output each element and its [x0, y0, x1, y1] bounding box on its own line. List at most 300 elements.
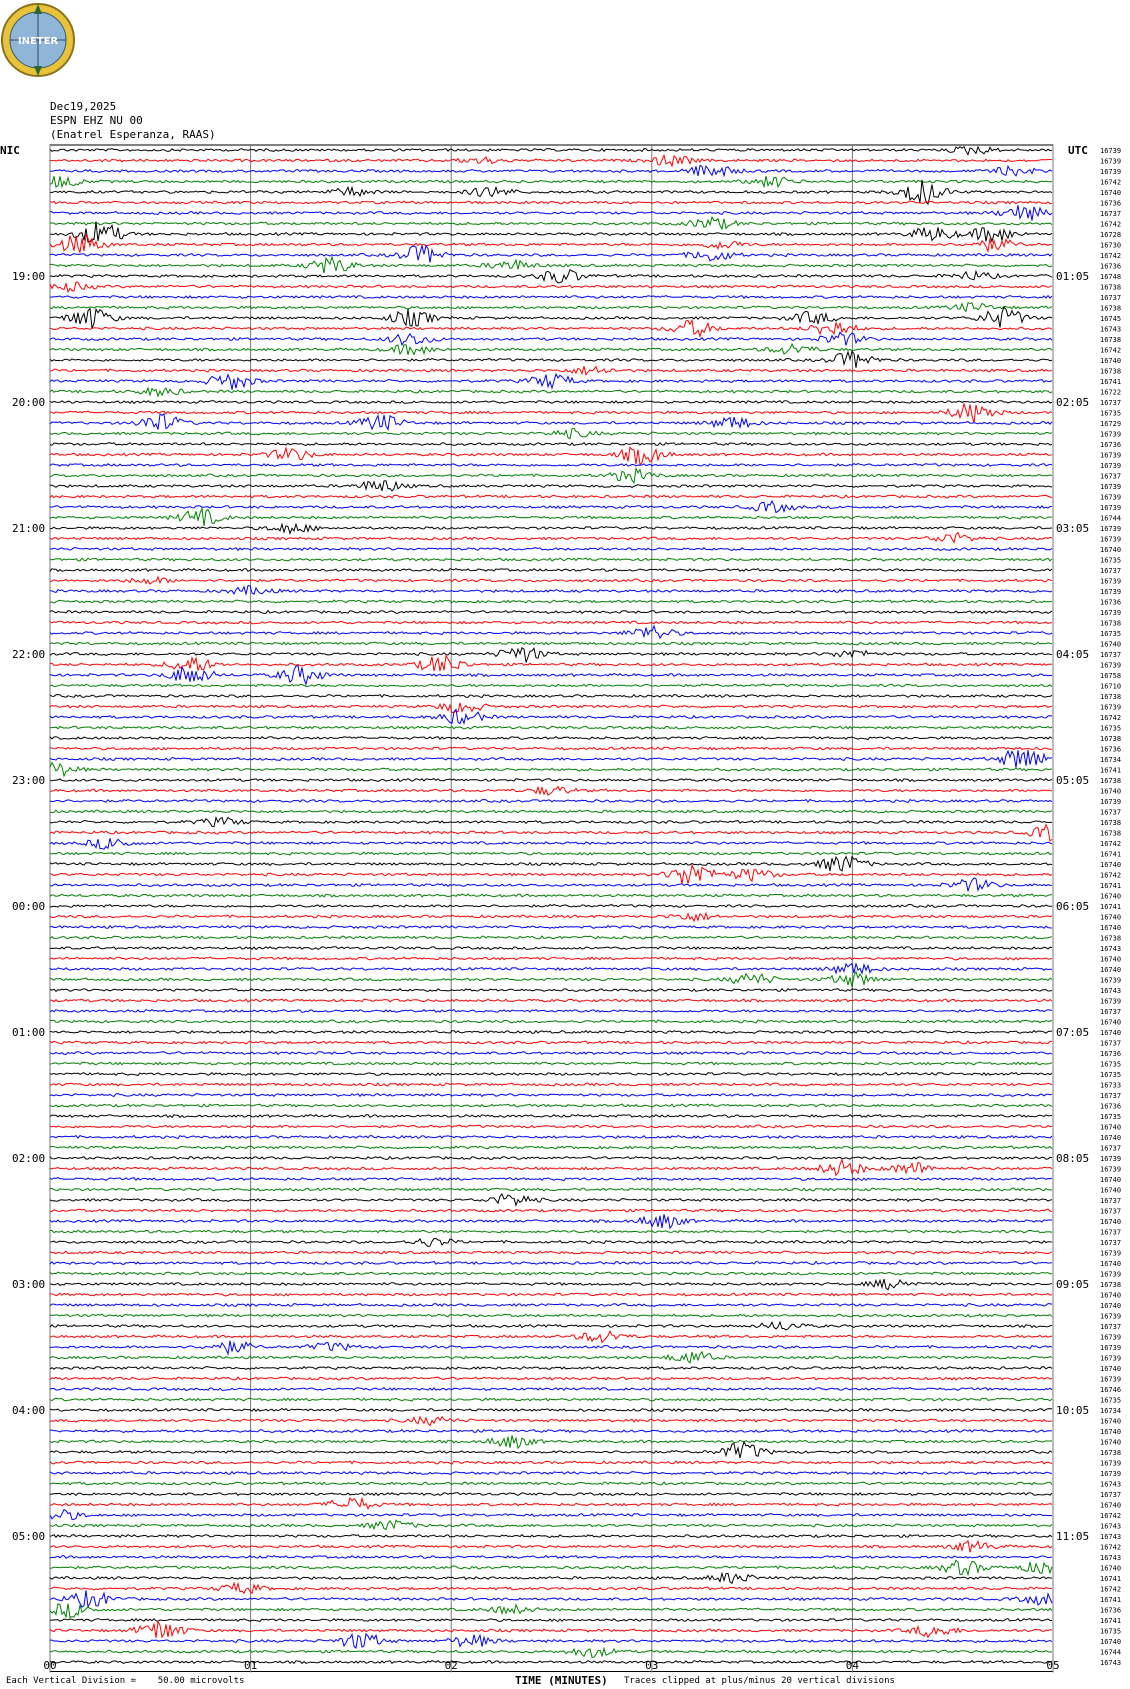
seismic-trace	[50, 866, 1052, 884]
trace-value-label: 16736	[1100, 745, 1122, 754]
trace-value-label: 16740	[1100, 892, 1122, 901]
seismic-trace	[50, 947, 1052, 950]
right-hour-label: 03:05	[1056, 522, 1090, 535]
trace-value-label: 16738	[1100, 1449, 1122, 1457]
seismic-trace	[50, 447, 1052, 464]
left-hour-label: 23:00	[12, 774, 46, 787]
trace-value-label: 16739	[1100, 462, 1122, 470]
trace-value-label: 16735	[1100, 1060, 1122, 1069]
left-hour-label: 04:00	[12, 1404, 46, 1417]
trace-value-label: 16738	[1100, 934, 1122, 943]
seismic-trace	[50, 1251, 1052, 1254]
seismic-trace	[50, 495, 1052, 498]
right-tz-label: UTC	[1068, 144, 1088, 157]
trace-value-label: 16710	[1100, 682, 1122, 691]
trace-value-label: 16741	[1100, 766, 1122, 775]
seismic-trace	[50, 1331, 1052, 1342]
trace-value-label: 16758	[1100, 672, 1122, 680]
left-hour-label: 22:00	[12, 648, 46, 661]
trace-value-label: 16740	[1100, 1186, 1122, 1195]
trace-value-label: 16737	[1100, 567, 1122, 575]
seismic-trace	[50, 501, 1052, 512]
trace-value-label: 16739	[1100, 493, 1122, 502]
seismic-trace	[50, 1573, 1052, 1583]
trace-value-label: 16739	[1100, 157, 1122, 166]
trace-value-label: 16741	[1100, 903, 1122, 911]
seismic-trace	[50, 852, 1052, 855]
seismic-trace	[50, 155, 1052, 166]
trace-value-label: 16730	[1100, 241, 1122, 250]
trace-value-label: 16741	[1100, 378, 1122, 386]
seismic-trace	[50, 428, 1052, 438]
seismic-trace	[50, 642, 1052, 645]
trace-value-label: 16739	[1100, 483, 1122, 491]
right-hour-label: 09:05	[1056, 1278, 1090, 1291]
scale-note: Each Vertical Division = 50.00 microvolts	[6, 1676, 245, 1686]
trace-value-label: 16737	[1100, 1323, 1122, 1331]
seismic-trace	[50, 1115, 1052, 1118]
trace-value-label: 16737	[1100, 651, 1122, 659]
seismic-trace	[50, 1094, 1052, 1097]
trace-value-label: 16740	[1100, 1123, 1122, 1132]
trace-value-label: 16742	[1100, 840, 1122, 848]
trace-value-label: 16743	[1100, 1522, 1122, 1531]
trace-value-label: 16728	[1100, 231, 1122, 239]
trace-value-label: 16740	[1100, 1260, 1122, 1268]
seismic-trace	[50, 1194, 1052, 1205]
trace-value-label: 16740	[1100, 546, 1122, 554]
seismic-trace	[50, 468, 1052, 482]
seismic-trace	[50, 666, 1052, 685]
trace-value-label: 16734	[1100, 756, 1122, 764]
trace-value-label: 16739	[1100, 577, 1122, 586]
x-tick-label: 00	[43, 1659, 57, 1672]
seismic-trace	[50, 1073, 1052, 1076]
seismic-trace	[50, 656, 1052, 671]
seismic-trace	[50, 857, 1052, 871]
trace-value-label: 16722	[1100, 388, 1122, 397]
seismic-trace	[50, 1314, 1052, 1317]
trace-value-label: 16739	[1100, 1344, 1122, 1352]
trace-value-label: 16739	[1100, 535, 1122, 544]
seismic-trace	[50, 577, 1052, 584]
seismic-trace	[50, 600, 1052, 603]
seismic-trace	[50, 1125, 1052, 1128]
seismic-trace	[50, 810, 1052, 813]
seismic-trace	[50, 1178, 1052, 1181]
seismic-trace	[50, 1010, 1052, 1013]
seismic-trace	[50, 1367, 1052, 1370]
seismic-trace	[50, 726, 1052, 729]
trace-value-label: 16738	[1100, 735, 1122, 743]
seismic-trace	[50, 1535, 1052, 1538]
seismic-trace	[50, 296, 1052, 299]
trace-value-label: 16737	[1100, 1228, 1122, 1237]
trace-value-label: 16743	[1100, 325, 1122, 334]
seismic-trace	[50, 621, 1052, 624]
seismic-trace	[50, 999, 1052, 1002]
trace-value-label: 16740	[1100, 1018, 1122, 1027]
trace-value-label: 16742	[1100, 220, 1122, 229]
trace-value-label: 16742	[1100, 1512, 1122, 1520]
seismic-trace	[50, 1341, 1052, 1354]
trace-value-label: 16740	[1100, 913, 1122, 922]
seismic-trace	[50, 825, 1052, 841]
seismic-trace	[50, 1409, 1052, 1412]
seismic-trace	[50, 972, 1052, 988]
trace-value-label: 16740	[1100, 189, 1122, 197]
seismic-trace	[50, 838, 1052, 849]
trace-value-label: 16737	[1100, 294, 1122, 302]
seismic-trace	[50, 270, 1052, 283]
right-hour-label: 02:05	[1056, 396, 1090, 409]
seismic-trace	[50, 388, 1052, 396]
trace-value-label: 16736	[1100, 199, 1122, 208]
trace-value-label: 16736	[1100, 1102, 1122, 1111]
seismic-trace	[50, 1352, 1052, 1363]
seismic-trace	[50, 257, 1052, 273]
trace-value-label: 16740	[1100, 1176, 1122, 1184]
seismic-trace	[50, 524, 1052, 533]
seismic-trace	[50, 217, 1052, 229]
seismic-trace	[50, 351, 1052, 368]
trace-value-label: 16737	[1100, 472, 1122, 481]
trace-value-label: 16740	[1100, 1564, 1122, 1573]
trace-value-label: 16746	[1100, 1386, 1122, 1394]
trace-value-label: 16735	[1100, 724, 1122, 733]
trace-value-label: 16737	[1100, 1491, 1122, 1499]
seismic-trace	[50, 481, 1052, 491]
seismic-trace	[50, 1188, 1052, 1191]
seismic-trace	[50, 989, 1052, 992]
seismic-trace	[50, 1493, 1052, 1496]
seismic-trace	[50, 1583, 1052, 1593]
seismic-trace	[50, 569, 1052, 572]
trace-value-label: 16736	[1100, 598, 1122, 607]
trace-value-label: 16743	[1100, 1554, 1122, 1562]
trace-value-label: 16741	[1100, 1575, 1122, 1583]
seismic-trace	[50, 1436, 1052, 1449]
seismic-trace	[50, 913, 1052, 921]
seismic-trace	[50, 648, 1052, 663]
seismic-trace	[50, 1146, 1052, 1149]
seismic-trace	[50, 235, 1052, 253]
trace-value-label: 16745	[1100, 315, 1122, 323]
trace-value-label: 16738	[1100, 367, 1122, 376]
trace-value-label: 16735	[1100, 1071, 1122, 1079]
seismic-trace	[50, 1293, 1052, 1296]
seismic-trace	[50, 894, 1052, 897]
right-hour-label: 04:05	[1056, 648, 1090, 661]
seismic-trace	[50, 963, 1052, 973]
seismic-trace	[50, 180, 1052, 204]
trace-value-label: 16740	[1100, 1302, 1122, 1310]
header-station: ESPN EHZ NU 00	[50, 114, 143, 127]
trace-value-label: 16736	[1100, 1606, 1122, 1615]
seismic-trace	[50, 332, 1052, 345]
right-hour-label: 08:05	[1056, 1152, 1090, 1165]
left-hour-label: 02:00	[12, 1152, 46, 1165]
seismic-trace	[50, 1272, 1052, 1275]
seismic-trace	[50, 1262, 1052, 1265]
seismic-trace	[50, 611, 1052, 614]
seismic-trace	[50, 1560, 1052, 1574]
right-hour-label: 06:05	[1056, 900, 1090, 913]
trace-value-label: 16748	[1100, 273, 1122, 281]
trace-value-label: 16742	[1100, 346, 1122, 355]
trace-value-label: 16742	[1100, 871, 1122, 880]
trace-value-label: 16739	[1100, 1354, 1122, 1363]
trace-value-label: 16744	[1100, 1648, 1122, 1657]
trace-value-label: 16740	[1100, 640, 1122, 649]
seismic-trace	[50, 1157, 1052, 1160]
left-hour-label: 20:00	[12, 396, 46, 409]
seismic-trace	[50, 1214, 1052, 1228]
trace-value-label: 16739	[1100, 451, 1122, 460]
trace-value-label: 16741	[1100, 850, 1122, 859]
trace-value-label: 16740	[1100, 1428, 1122, 1436]
seismic-trace	[50, 1031, 1052, 1034]
seismic-trace	[50, 703, 1052, 713]
seismic-trace	[50, 1398, 1052, 1401]
trace-value-label: 16738	[1100, 819, 1122, 827]
seismic-trace	[50, 548, 1052, 551]
seismic-trace	[50, 303, 1052, 312]
trace-value-label: 16735	[1100, 1627, 1122, 1636]
seismic-trace	[50, 1230, 1052, 1233]
seismic-trace	[50, 1498, 1052, 1509]
trace-value-label: 16739	[1100, 1470, 1122, 1478]
x-axis-title: TIME (MINUTES)	[515, 1674, 608, 1687]
trace-value-label: 16737	[1100, 1144, 1122, 1153]
trace-value-label: 16743	[1100, 1480, 1122, 1489]
trace-value-label: 16735	[1100, 1396, 1122, 1405]
trace-value-label: 16740	[1100, 1438, 1122, 1447]
trace-value-label: 16741	[1100, 1617, 1122, 1625]
trace-value-label: 16743	[1100, 1533, 1122, 1541]
seismic-trace	[50, 201, 1052, 204]
seismic-trace	[50, 1461, 1052, 1464]
seismic-trace	[50, 165, 1052, 176]
trace-value-label: 16737	[1100, 1207, 1122, 1216]
right-hour-label: 01:05	[1056, 270, 1090, 283]
seismic-trace	[50, 1041, 1052, 1044]
x-tick-label: 05	[1046, 1659, 1060, 1672]
seismic-trace	[50, 1322, 1052, 1330]
seismic-trace	[50, 401, 1052, 404]
seismic-trace	[50, 1083, 1052, 1086]
trace-value-label: 16739	[1100, 609, 1122, 617]
right-hour-label: 11:05	[1056, 1530, 1090, 1543]
trace-value-label: 16739	[1100, 661, 1122, 670]
seismic-trace	[50, 1661, 1052, 1664]
trace-value-label: 16737	[1100, 1197, 1122, 1205]
seismic-trace	[50, 1304, 1052, 1307]
trace-value-label: 16742	[1100, 1585, 1122, 1594]
left-hour-label: 03:00	[12, 1278, 46, 1291]
seismic-trace	[50, 1377, 1052, 1380]
trace-value-label: 16739	[1100, 588, 1122, 596]
seismic-trace	[50, 1482, 1052, 1485]
header-location: (Enatrel Esperanza, RAAS)	[50, 128, 216, 141]
seismic-trace	[50, 878, 1052, 891]
trace-value-label: 16742	[1100, 714, 1122, 722]
seismic-trace	[50, 374, 1052, 390]
seismic-trace	[50, 1160, 1052, 1176]
seismic-trace	[50, 404, 1052, 423]
trace-value-label: 16734	[1100, 1407, 1122, 1415]
seismic-trace	[50, 414, 1052, 430]
seismic-trace	[50, 147, 1052, 155]
trace-value-label: 16739	[1100, 168, 1122, 176]
trace-value-label: 16739	[1100, 504, 1122, 512]
trace-value-label: 16737	[1100, 808, 1122, 817]
seismic-trace	[50, 800, 1052, 803]
seismic-trace	[50, 626, 1052, 638]
seismic-trace	[50, 684, 1052, 687]
trace-value-label: 16743	[1100, 1659, 1122, 1667]
seismic-trace	[50, 1209, 1052, 1212]
trace-value-label: 16738	[1100, 1281, 1122, 1289]
left-hour-label: 05:00	[12, 1530, 46, 1543]
seismic-trace	[50, 936, 1052, 939]
right-hour-label: 07:05	[1056, 1026, 1090, 1039]
seismic-trace	[50, 1279, 1052, 1290]
trace-value-label: 16739	[1100, 430, 1122, 439]
trace-value-label: 16738	[1100, 829, 1122, 838]
seismic-trace	[50, 709, 1052, 723]
trace-value-label: 16729	[1100, 420, 1122, 428]
trace-value-label: 16740	[1100, 861, 1122, 869]
trace-value-label: 16739	[1100, 147, 1122, 155]
clip-note: Traces clipped at plus/minus 20 vertical divisions	[624, 1676, 895, 1686]
trace-value-label: 16740	[1100, 357, 1122, 365]
seismic-trace	[50, 586, 1052, 595]
seismic-trace	[50, 443, 1052, 446]
seismic-trace	[50, 205, 1052, 221]
trace-value-label: 16738	[1100, 777, 1122, 785]
seismic-trace	[50, 1020, 1052, 1023]
trace-value-label: 16739	[1100, 1312, 1122, 1321]
x-tick-label: 03	[645, 1659, 659, 1672]
plot-frame	[50, 145, 1053, 1672]
seismic-trace	[50, 1388, 1052, 1391]
seismic-trace	[50, 1604, 1052, 1618]
trace-value-label: 16744	[1100, 514, 1122, 523]
trace-value-label: 16735	[1100, 1113, 1122, 1121]
left-hour-label: 00:00	[12, 900, 46, 913]
trace-value-label: 16733	[1100, 1081, 1122, 1090]
seismic-trace	[50, 750, 1052, 768]
seismic-trace	[50, 533, 1052, 543]
x-tick-label: 04	[845, 1659, 860, 1672]
right-hour-label: 05:05	[1056, 774, 1090, 787]
trace-value-label: 16737	[1100, 1239, 1122, 1247]
trace-value-label: 16740	[1100, 1365, 1122, 1373]
seismic-trace	[50, 1649, 1052, 1658]
left-hour-label: 21:00	[12, 522, 46, 535]
trace-value-label: 16739	[1100, 525, 1122, 533]
x-tick-label: 02	[444, 1659, 458, 1672]
seismic-trace	[50, 1442, 1052, 1458]
trace-value-label: 16736	[1100, 1050, 1122, 1058]
seismic-trace	[50, 1472, 1052, 1475]
seismic-trace	[50, 817, 1052, 826]
trace-value-label: 16735	[1100, 409, 1122, 418]
seismic-trace	[50, 366, 1052, 375]
left-tz-label: NIC	[0, 144, 20, 157]
trace-value-label: 16740	[1100, 966, 1122, 974]
trace-value-label: 16738	[1100, 693, 1122, 701]
seismic-trace	[50, 222, 1052, 243]
trace-value-label: 16739	[1100, 1165, 1122, 1174]
seismic-trace	[50, 1619, 1052, 1622]
trace-value-label: 16743	[1100, 945, 1122, 953]
trace-value-label: 16740	[1100, 1417, 1122, 1426]
trace-value-label: 16739	[1100, 1333, 1122, 1342]
seismic-trace	[50, 1062, 1052, 1065]
trace-value-label: 16740	[1100, 1638, 1122, 1646]
seismic-trace	[50, 246, 1052, 263]
trace-value-label: 16742	[1100, 178, 1122, 187]
trace-value-label: 16739	[1100, 976, 1122, 985]
trace-value-label: 16742	[1100, 252, 1122, 260]
trace-value-label: 16741	[1100, 1596, 1122, 1604]
seismic-trace	[50, 1520, 1052, 1529]
trace-value-label: 16737	[1100, 210, 1122, 218]
seismic-trace	[50, 558, 1052, 561]
seismic-trace	[50, 176, 1052, 187]
header-date: Dec19,2025	[50, 100, 117, 113]
seismic-trace	[50, 905, 1052, 908]
right-hour-label: 10:05	[1056, 1404, 1090, 1417]
trace-value-label: 16735	[1100, 556, 1122, 565]
seismic-trace	[50, 763, 1052, 776]
seismic-trace	[50, 1590, 1052, 1607]
trace-value-label: 16738	[1100, 283, 1122, 292]
trace-value-label: 16740	[1100, 1029, 1122, 1037]
trace-value-label: 16742	[1100, 1543, 1122, 1552]
seismic-trace	[50, 747, 1052, 750]
trace-value-label: 16737	[1100, 1092, 1122, 1100]
trace-value-label: 16739	[1100, 1249, 1122, 1258]
trace-value-label: 16740	[1100, 1291, 1122, 1300]
trace-value-label: 16740	[1100, 924, 1122, 932]
trace-value-label: 16737	[1100, 399, 1122, 407]
trace-value-label: 16738	[1100, 304, 1122, 313]
seismic-trace	[50, 787, 1052, 796]
seismic-trace	[50, 1430, 1052, 1433]
trace-value-label: 16741	[1100, 882, 1122, 890]
seismic-trace	[50, 1634, 1052, 1648]
trace-value-label: 16737	[1100, 1008, 1122, 1016]
trace-value-label: 16739	[1100, 1270, 1122, 1279]
trace-value-label: 16739	[1100, 1375, 1122, 1384]
trace-value-label: 16740	[1100, 1134, 1122, 1142]
trace-value-label: 16737	[1100, 1039, 1122, 1048]
seismic-trace	[50, 695, 1052, 698]
trace-value-label: 16740	[1100, 1501, 1122, 1510]
seismic-trace	[50, 1052, 1052, 1055]
trace-value-label: 16736	[1100, 262, 1122, 271]
seismic-trace	[50, 344, 1052, 355]
seismic-trace	[50, 1622, 1052, 1638]
trace-value-label: 16739	[1100, 1459, 1122, 1468]
seismic-trace	[50, 1239, 1052, 1247]
seismic-trace	[50, 957, 1052, 960]
trace-value-label: 16743	[1100, 987, 1122, 995]
seismic-trace	[50, 737, 1052, 740]
